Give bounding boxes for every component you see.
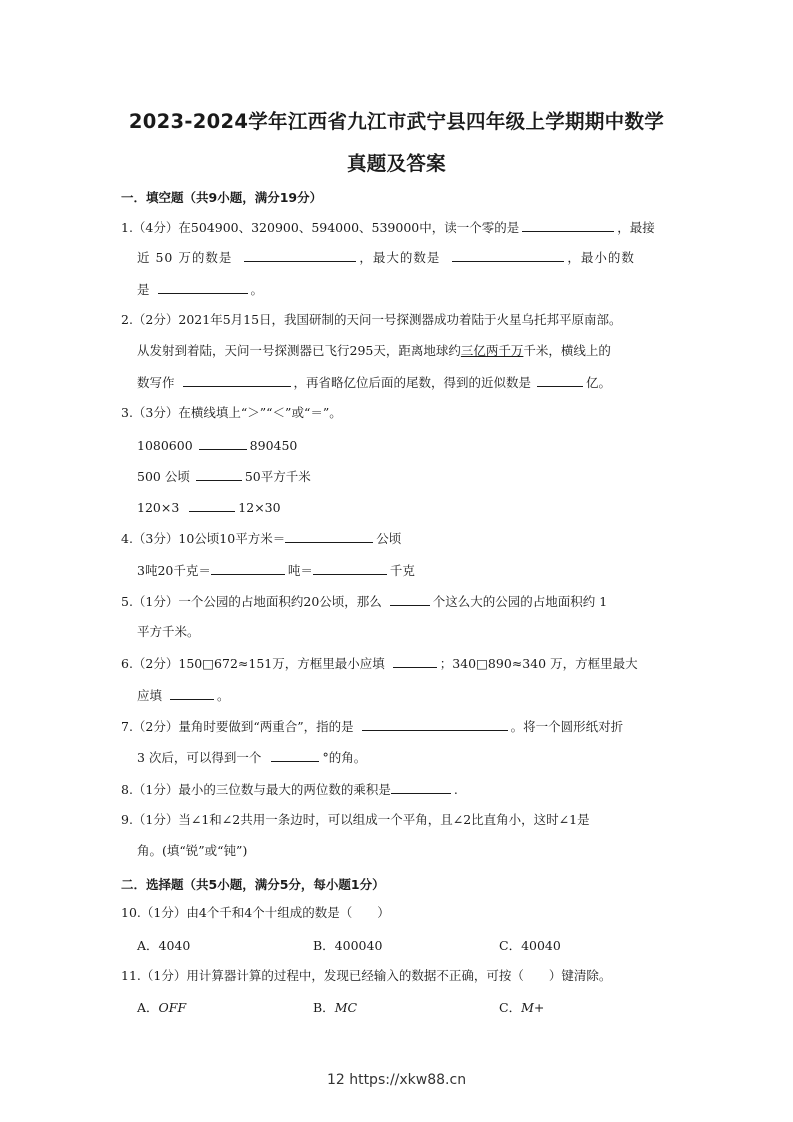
- answer-blank[interactable]: [537, 373, 583, 387]
- question-5: [121, 592, 607, 611]
- q11-option-b-value: MC: [334, 1000, 358, 1015]
- question-4: [121, 529, 401, 548]
- answer-blank[interactable]: [189, 498, 235, 512]
- q2-text-c2: ，再省略亿位后面的尾数，得到的近似数是: [293, 375, 532, 390]
- q3-r2-left: 500 公顷: [137, 469, 190, 484]
- q2-underlined-number: 三亿两千万: [460, 343, 524, 358]
- q5-text-c: 平方千米。: [137, 624, 200, 639]
- answer-blank[interactable]: [313, 561, 387, 575]
- page-footer: 12 https://xkw88.cn: [326, 1072, 467, 1088]
- q11-option-c[interactable]: [499, 998, 544, 1016]
- q4-text-d: 吨＝: [287, 563, 313, 578]
- q1-text-g: 。: [250, 282, 264, 297]
- q2-text-c3: 亿。: [586, 375, 612, 390]
- q11-option-b-label: B．: [313, 1000, 335, 1015]
- q5-text-b: 个这么大的公园的占地面积约 1: [432, 594, 608, 609]
- q11-option-a[interactable]: [137, 998, 186, 1016]
- q2-text-b1: 从发射到着陆，天问一号探测器已飞行295天，距离地球约: [137, 343, 461, 358]
- q4-text-c: 3吨20千克＝: [137, 563, 211, 578]
- q11-option-c-label: C．: [499, 1000, 522, 1015]
- q3-text-a: 3.（3分）在横线填上“＞”“＜”或“＝”。: [121, 405, 342, 420]
- q2-text-c1: 数写作: [137, 375, 175, 390]
- q8-text-a: 8.（1分）最小的三位数与最大的两位数的乘积是: [121, 782, 391, 797]
- answer-blank[interactable]: [522, 218, 614, 232]
- q1-text-b: ，最接: [617, 220, 655, 235]
- q6-text-c: 应填: [137, 688, 163, 703]
- question-1: [121, 218, 655, 237]
- q3-r1-right: 890450: [249, 438, 298, 453]
- q4-text-a: 4.（3分）10公顷10平方米＝: [121, 531, 286, 546]
- question-6: [121, 654, 638, 673]
- question-11: [121, 967, 611, 985]
- q6-text-d: 。: [217, 688, 230, 703]
- q11-option-a-label: A．: [137, 1000, 159, 1015]
- doc-title-line2: 真题及答案: [346, 152, 446, 175]
- question-3-row1: [137, 436, 297, 455]
- answer-blank[interactable]: [199, 436, 247, 450]
- answer-blank[interactable]: [183, 373, 291, 387]
- q2-text-b2: 千米，横线上的: [523, 343, 611, 358]
- question-2-line3: [137, 373, 611, 392]
- q9-text-a: 9.（1分）当∠1和∠2共用一条边时，可以组成一个平角，且∠2比直角小，这时∠1是: [121, 812, 590, 827]
- answer-blank[interactable]: [391, 780, 451, 794]
- q11-option-b[interactable]: [313, 998, 357, 1016]
- q3-r2-right: 50平方千米: [244, 469, 311, 484]
- question-9: [121, 811, 590, 829]
- q3-r3-left: 120×3: [137, 500, 180, 515]
- q4-text-b: 公顷: [376, 531, 402, 546]
- answer-blank[interactable]: [271, 748, 319, 762]
- answer-blank[interactable]: [196, 467, 242, 481]
- question-3-row3: [137, 498, 281, 517]
- q9-text-b: 角。(填“锐”或“钝”): [137, 843, 248, 858]
- q1-text-e: ，最小的数: [567, 250, 635, 265]
- section-heading-multiple-choice: 二．选择题（共5小题，满分5分，每小题1分）: [121, 877, 385, 892]
- answer-blank[interactable]: [393, 654, 437, 668]
- question-1-line3: [137, 280, 263, 299]
- q4-text-e: 千克: [389, 563, 415, 578]
- q11-option-c-value: M+: [521, 1000, 545, 1015]
- q7-text-a: 7.（2分）量角时要做到“两重合”，指的是: [121, 719, 354, 734]
- q6-text-a: 6.（2分）150□672≈151万，方框里最小应填: [121, 656, 385, 671]
- question-3-row2: [137, 467, 311, 486]
- q7-text-d: °的角。: [322, 750, 367, 765]
- doc-title-line1: 2023-2024学年江西省九江市武宁县四年级上学期期中数学: [128, 110, 665, 133]
- answer-blank[interactable]: [390, 592, 430, 606]
- q10-option-a[interactable]: A．4040: [137, 938, 191, 953]
- q10-option-b[interactable]: B．400040: [313, 938, 383, 953]
- question-1-line2: [137, 248, 635, 267]
- question-8: [121, 780, 458, 799]
- answer-blank[interactable]: [244, 248, 356, 262]
- q8-text-b: .: [453, 782, 458, 797]
- question-7: [121, 717, 623, 736]
- q5-text-a: 5.（1分）一个公园的占地面积约20公顷，那么: [121, 594, 382, 609]
- answer-blank[interactable]: [211, 561, 285, 575]
- question-4-line2: [137, 561, 415, 580]
- question-2-line2: [137, 342, 611, 360]
- question-7-line2: [137, 748, 366, 767]
- question-6-line2: [137, 686, 230, 705]
- question-9-line2: [137, 842, 247, 860]
- answer-blank[interactable]: [362, 717, 508, 731]
- answer-blank[interactable]: [170, 686, 214, 700]
- q1-text-a: 1.（4分）在504900、320900、594000、539000中，读一个零的是: [121, 220, 520, 235]
- q7-text-c: 3 次后，可以得到一个: [137, 750, 262, 765]
- question-2: [121, 311, 622, 329]
- q11-option-a-value: OFF: [158, 1000, 187, 1015]
- q6-text-b: ；340□890≈340 万，方框里最大: [439, 656, 638, 671]
- answer-blank[interactable]: [452, 248, 564, 262]
- q3-r3-right: 12×30: [238, 500, 281, 515]
- question-3: [121, 404, 342, 422]
- question-5-line2: [137, 623, 200, 641]
- question-10: [121, 904, 390, 922]
- answer-blank[interactable]: [158, 280, 248, 294]
- answer-blank[interactable]: [285, 529, 373, 543]
- section-heading-fill-blank: 一．填空题（共9小题，满分19分）: [121, 190, 323, 205]
- q10-option-c[interactable]: C．40040: [499, 938, 561, 953]
- q7-text-b: 。将一个圆形纸对折: [510, 719, 624, 734]
- q2-text-a: 2.（2分）2021年5月15日，我国研制的天问一号探测器成功着陆于火星乌托邦平原南部。: [121, 312, 622, 327]
- q11-text-a: 11.（1分）用计算器计算的过程中，发现已经输入的数据不正确，可按（ ）键清除。: [121, 968, 612, 983]
- q1-text-d: ，最大的数是: [359, 250, 441, 265]
- q1-text-f: 是: [137, 282, 150, 297]
- q1-text-c: 近 50 万的数是: [137, 250, 233, 265]
- q10-text-a: 10.（1分）由4个千和4个十组成的数是（ ）: [121, 905, 390, 920]
- q3-r1-left: 1080600: [137, 438, 193, 453]
